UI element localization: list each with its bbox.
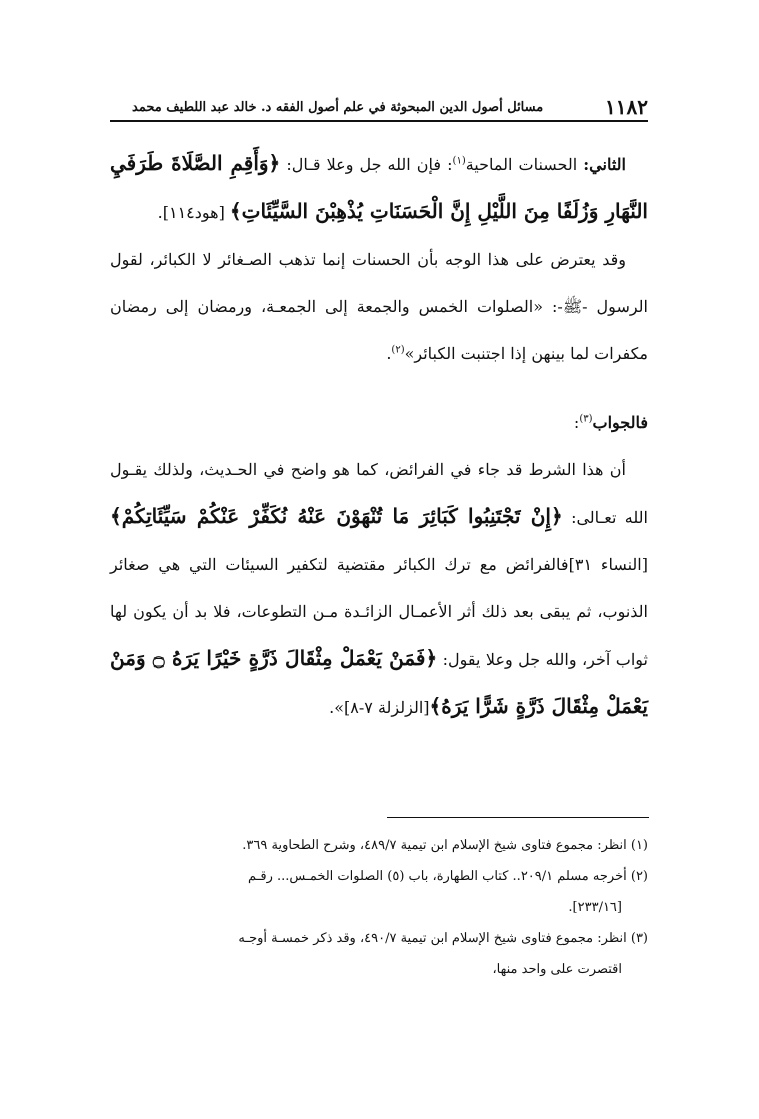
running-title: مسائل أصول الدين المبحوثة في علم أصول الفقه د. خالد عبد اللطيف محمد — [132, 99, 544, 115]
paragraph-answer: أن هذا الشرط قد جاء في الفرائض، كما هو واضح في الحـديث، ولذلك يقـول الله تعـالى: ﴿إِنْ تَجْتَنِبُوا كَبَائِرَ مَا تُنْهَوْنَ عَنْهُ نُكَفِّرْ عَنْكُمْ سَيِّئَاتِكُمْ﴾ [النساء ٣١]فالفرائض مع ترك الكبائر مقتضية لتكفير السيئات التي هي صغائر الذنوب، ثم يبقى بعد ذلك أثر الأعمـال الزائـدة مـن التطوعات، فلا بد أن يكون لها ثواب آخر، والله جل وعلا يقول: ﴿فَمَنْ يَعْمَلْ مِثْقَالَ ذَرَّةٍ خَيْرًا يَرَهُ ۝ وَمَنْ يَعْمَلْ مِثْقَالَ ذَرَّةٍ شَرًّا يَرَهُ﴾[الزلزلة ٧-٨]». — [110, 460, 648, 718]
footnote-ref: (٣) — [579, 413, 593, 425]
quran-verse: ﴿فَمَنْ يَعْمَلْ مِثْقَالَ ذَرَّةٍ خَيْرًا يَرَهُ ۝ وَمَنْ يَعْمَلْ مِثْقَالَ ذَرَّةٍ شَرًّا يَرَهُ﴾ — [110, 646, 648, 718]
footnote-ref: (٢) — [391, 344, 405, 356]
footnote-1: (١) انظر: مجموع فتاوى شيخ الإسلام ابن تيمية ٤٨٩/٧، وشرح الطحاوية ٣٦٩. — [242, 838, 648, 853]
footnote-3-continued: اقتصرت على واحد منها، — [492, 962, 622, 977]
footnotes — [110, 830, 648, 985]
verse-citation: [النساء ٣١] — [568, 555, 648, 574]
footnote-2-continued: [٢٣٣/١٦]. — [568, 900, 622, 915]
quran-verse: ﴿وَأَقِمِ الصَّلَاةَ طَرَفَيِ النَّهَارِ وَزُلَفًا مِنَ اللَّيْلِ إِنَّ الْحَسَنَاتِ يُذْهِبْنَ السَّيِّئَاتِ﴾ — [110, 151, 648, 223]
footnote-3: (٣) انظر: مجموع فتاوى شيخ الإسلام ابن تيمية ٤٩٠/٧، وقد ذكر خمسـة أوجـه — [238, 931, 648, 946]
verse-citation: [هود١١٤]. — [157, 203, 230, 222]
footnote-2: (٢) أخرجه مسلم ٢٠٩/١.. كتاب الطهارة، باب (٥) الصلوات الخمـس... رقـم — [247, 869, 648, 884]
main-text — [110, 140, 648, 731]
footnote-divider — [387, 817, 649, 818]
paragraph-lead: الثاني: — [583, 155, 626, 174]
page-header — [110, 94, 648, 122]
answer-heading: فالجواب — [592, 413, 648, 432]
paragraph-second-point: الثاني: الحسنات الماحية$^{(١)}$: فإن الله جل وعلا قـال: ﴿وَأَقِمِ الصَّلَاةَ طَرَفَيِ النَّهَارِ وَزُلَفًا مِنَ اللَّيْلِ إِنَّ الْحَسَنَاتِ يُذْهِبْنَ السَّيِّئَاتِ﴾ [هود١١٤]. — [110, 151, 648, 223]
footnote-ref: (١) — [452, 155, 466, 167]
paragraph-answer-heading: فالجواب$^{(٣)}$: — [573, 413, 648, 432]
page-number: ١١٨٢ — [605, 95, 648, 119]
quran-verse: ﴿إِنْ تَجْتَنِبُوا كَبَائِرَ مَا تُنْهَوْنَ عَنْهُ نُكَفِّرْ عَنْكُمْ سَيِّئَاتِكُمْ﴾ — [110, 504, 563, 528]
verse-citation: [الزلزلة ٧-٨]». — [329, 698, 430, 717]
paragraph-objection: وقد يعترض على هذا الوجه بأن الحسنات إنما تذهب الصـغائر لا الكبائر، لقول الرسول -ﷺ-: «الصلوات الخمس والجمعة إلى الجمعـة، ورمضان إلى رمضان مكفرات لما بينهن إذا اجتنبت الكبائر»$^{(٢)}$. — [110, 250, 648, 363]
